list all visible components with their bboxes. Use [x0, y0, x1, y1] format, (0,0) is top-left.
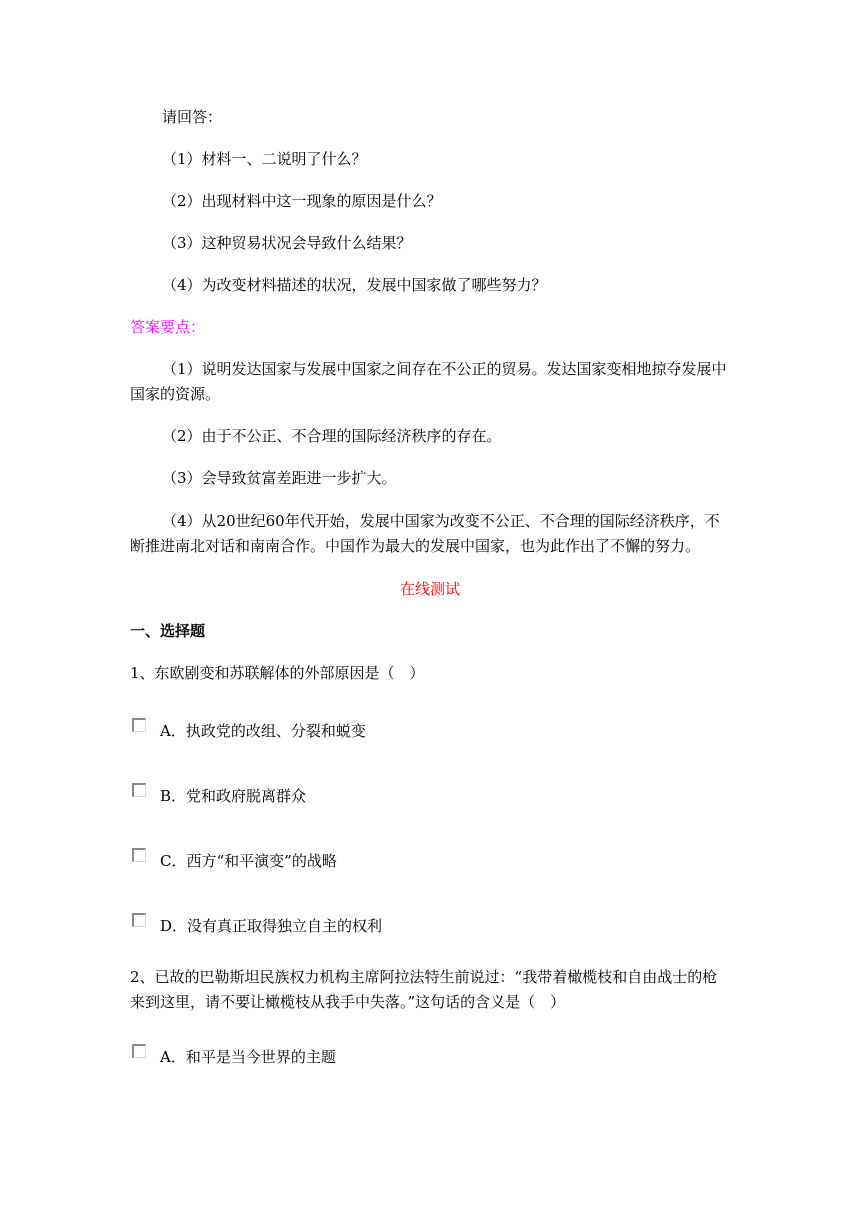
question-2-option-a[interactable]: [132, 1046, 336, 1068]
question-1-option-b[interactable]: [132, 785, 306, 807]
option-label: B．党和政府脱离群众: [160, 787, 307, 805]
answer-key-item-2: （2）由于不公正、不合理的国际经济秩序的存在。: [162, 427, 502, 445]
question-item-2: （2）出现材料中这一现象的原因是什么？: [162, 192, 442, 210]
checkbox-option-c[interactable]: [132, 848, 146, 862]
question-1-option-d[interactable]: [132, 915, 382, 937]
question-2-stem: 2、已故的巴勒斯坦民族权力机构主席阿拉法特生前说过：“我带着橄榄枝和自由战士的枪来到这里，请不要让橄榄枝从我手中失落。”这句话的含义是（ ）: [130, 968, 718, 1011]
question-item-4: （4）为改变材料描述的状况，发展中国家做了哪些努力？: [162, 276, 547, 294]
question-1-option-a[interactable]: [132, 720, 366, 742]
checkbox-option-a[interactable]: [132, 1044, 146, 1058]
section-heading-multiple-choice: 一、选择题: [130, 622, 206, 640]
answer-key-item-1: （1）说明发达国家与发展中国家之间存在不公正的贸易。发达国家变相地掠夺发展中国家的资源。: [130, 360, 727, 403]
answer-key-item-3: （3）会导致贫富差距进一步扩大。: [162, 469, 397, 487]
answer-key-heading: 答案要点：: [130, 318, 206, 336]
checkbox-option-b[interactable]: [132, 783, 146, 797]
question-1-stem: 1、东欧剧变和苏联解体的外部原因是（ ）: [130, 664, 425, 682]
online-test-title: 在线测试: [399, 580, 460, 598]
option-label: C．西方“和平演变”的战略: [160, 852, 337, 870]
answer-prompt: 请回答：: [162, 108, 223, 126]
question-1-option-c[interactable]: [132, 850, 337, 872]
answer-key-item-4: （4）从20世纪60年代开始，发展中国家为改变不公正、不合理的国际经济秩序，不断推进南北对话和南南合作。中国作为最大的发展中国家，也为此作出了不懈的努力。: [130, 512, 720, 555]
option-label: A．和平是当今世界的主题: [160, 1048, 336, 1066]
checkbox-option-d[interactable]: [132, 913, 146, 927]
option-label: D．没有真正取得独立自主的权利: [160, 917, 383, 935]
checkbox-option-a[interactable]: [132, 718, 146, 732]
option-label: A．执政党的改组、分裂和蜕变: [160, 722, 366, 740]
question-item-3: （3）这种贸易状况会导致什么结果？: [162, 234, 412, 252]
question-item-1: （1）材料一、二说明了什么？: [162, 150, 367, 168]
